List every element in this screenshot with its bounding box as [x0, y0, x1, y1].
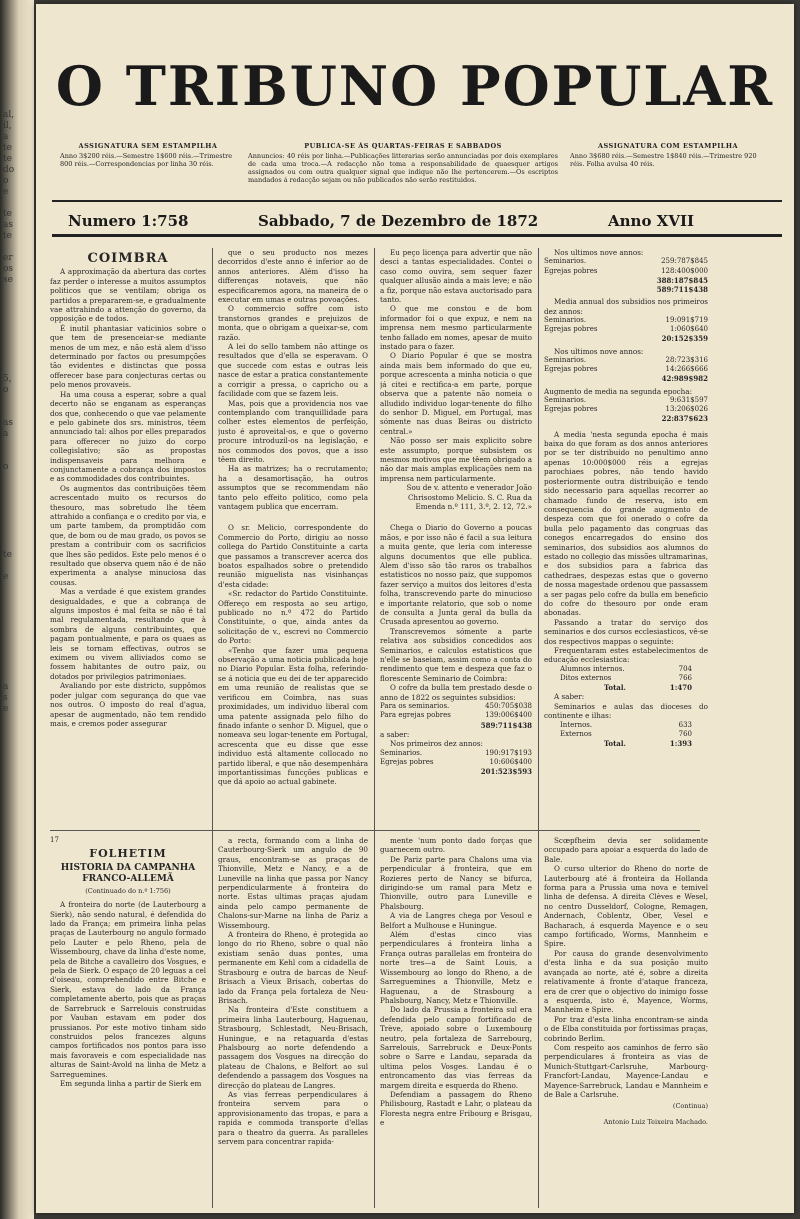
folhetim-paragraph: Por causa do grande desenvolvimento d'esta linha e da sua posição muito avançada ao norte, até é, sobre a direita relativamente á fronte d'ataque franceza, era de crer que o objectivo do inimigo fosse a esquerda, isto é, Mayence, Worms, Mannheim e Spire.: [544, 948, 708, 1015]
folhetim-paragraph: O curso ulterior do Rheno do norte de Lauterbourg até á fronteira da Hollanda forma para a Prussia uma nova e temivel linha de defensa. A direita Clèves e Wesel, no centro Dusseldorf, Cologne, Remagen, Andernach, Coblentz, Ober, Vesel e Bacharach, á esquerda Mayence e o seu campo fortificado, Worms, Mannheim e Spire.: [544, 864, 708, 949]
spine-text-fragment: te: [3, 209, 12, 219]
folhetim-column-4: [544, 836, 708, 1206]
stat-row: Egrejas pobres 14:266$666: [544, 365, 708, 374]
spine-text-fragment: do: [3, 165, 15, 175]
stat-row: Alumnos internos. 704: [560, 664, 692, 673]
stat-heading: Nos ultimos nove annos:: [554, 248, 644, 257]
stat-row: Egrejas pobres 13:206$026: [544, 405, 708, 414]
article-paragraph: É inutil phantasiar vaticinios sobre o que tem de presenceiar-se mediante menos de um mez, e não está alem d'isso determinado por factos ou presumpções tão evidentes e distinctas que possa offerecer base para conjecturas certas ou pelo menos provaveis.: [50, 323, 206, 390]
folhetim-author: Antonio Luiz Teixeira Machado.: [603, 1117, 708, 1126]
folhetim-paragraph: Do lado da Prussia a fronteira sul era defendida pelo campo fortificado de Trève, apoiado sobre o Luxembourg neutro, pela fortaleza de Sarrebourg, Sarrelouis, Sarrebruck e Deux-Ponts sobre o Sarre e Landau, separada da ultima pelos Vosges. Landau é o entroncamento das vias ferreas da margem direita e esquerda do Rheno.: [380, 1005, 532, 1090]
article-paragraph: Seminarios e aulas das dioceses do continente e ilhas:: [544, 701, 708, 721]
masthead-title: O TRIBUNO POPULAR: [55, 54, 775, 118]
folhetim-column-3: [380, 836, 532, 1206]
folhetim-title: HISTORIA DA CAMPANHA FRANCO-ALLEMÃ: [60, 862, 196, 884]
spine-text-fragment: te: [3, 231, 12, 241]
spine-text-fragment: o: [3, 176, 9, 186]
stat-total-row: Total. 1:393: [604, 739, 692, 749]
stat-row: Seminarios. 9:631$597: [544, 396, 708, 405]
folhetim-column-2: [218, 836, 368, 1206]
stat-row: Internos. 633: [560, 720, 692, 729]
newspaper-page: [36, 4, 794, 1213]
stat-total-row: 20:152$359: [661, 334, 708, 344]
folhetim-number: 17: [50, 836, 59, 844]
folhetim-paragraph: Scœpfheim devia ser solidamente occupado para apoiar a esquerda do lado de Bale.: [544, 836, 708, 864]
column-3: [380, 248, 532, 826]
article-paragraph: Eu peço licença para advertir que não desci a tantas especialidades. Contei o caso como ouvira, sem sequer fazer qualquer allusão ainda a mais leve; e não a fiz, porque não estava auctorisado para tanto.: [380, 248, 532, 305]
stat-total-row: 589:711$438: [656, 285, 708, 295]
issue-date: Sabbado, 7 de Dezembro de 1872: [258, 212, 539, 230]
spine-text-fragment: se: [3, 275, 13, 285]
left-subscription-heading: ASSIGNATURA SEM ESTAMPILHA: [78, 142, 218, 150]
column-rule-1: [212, 248, 213, 1208]
spine-text-fragment: o: [3, 462, 9, 472]
article-paragraph: Passando a tratar do serviço dos seminarios e dos cursos ecclesiasticos, vê-se dos respectivos mappas o seguinte:: [544, 617, 708, 646]
spine-text-fragment: al,: [3, 110, 15, 120]
folhetim-continuation: (Continuado do n.º 1:756): [85, 886, 171, 895]
spine-text-fragment: o: [3, 385, 9, 395]
folhetim-paragraph: As vias ferreas perpendiculares á fronteira servem para o approvisionamento das tropas, e para a rapida e commoda transporte d'ellas para o theatro da guerra. As paralleles servem para concentrar rapida-: [218, 1089, 368, 1146]
header-rule-bottom: [52, 234, 782, 237]
left-subscription-box: [60, 142, 236, 168]
stat-row: Egrejas pobres 128:400$000: [544, 266, 708, 275]
signature-block: Sou de v. attento e venerador João Chrisostomo Melicio. S. C. Rua da Emenda n.º 111, 3.º, 2. 12, 72.»: [406, 483, 532, 511]
folhetim-paragraph: Defendiam a passagem do Rheno Philisbourg, Rastadt e Lahr, o plateau da Floresta negra entre Fribourg e Brisgau, e: [380, 1089, 532, 1128]
spine-text-fragment: os: [3, 264, 14, 274]
stat-total-row: 388:187$845: [656, 275, 708, 285]
article-paragraph: O sr. Melicio, correspondente do Commercio do Porto, dirigiu ao nosso collega do Partido Constituinte a carta que passamos a transcrever acerca dos boatos espalhados sobre o pretendido reunião miguelista nas visinhanças d'esta cidade:: [218, 523, 368, 589]
stat-total-row: Total. 1:470: [604, 683, 692, 693]
article-paragraph: Mas a verdade é que existem grandes desigualdades, e que a cobrança de alguns impostos é mal feita se não é tal mal regulamentada, resultando que à sombra de alguns contribuintes, que pagam pontualmente, e para os quaes as leis se tornam effectivas, outros se eximem ou vivem alliviados como se fossem habitantes de outro paiz, ou dotados por privilegios patrimoniaes.: [50, 587, 206, 681]
right-subscription-heading: ASSIGNATURA COM ESTAMPILHA: [597, 142, 739, 150]
article-paragraph: Não posso ser mais explicito sobre este assumpto, porque subsistem os mesmos motivos que me têem obrigado a não dar mais amplas explicações nem na imprensa nem particularmente.: [380, 436, 532, 483]
column-2: [218, 248, 368, 826]
stat-row: Seminarios. 190:917$193: [380, 748, 532, 757]
saber-label: a saber:: [380, 729, 410, 739]
stat-heading: Augmento de media na segunda epocha:: [544, 386, 693, 396]
article-paragraph: Avaliando por este districto, suppômos poder julgar com segurança do que vae nos outros. O imposto do real d'agua, apesar de augmentado, não tem rendido mais, e cremos poder assegurar: [50, 681, 206, 728]
folhetim-paragraph: A via de Langres chega por Vesoul e Belfort a Mulhouse e Huningue.: [380, 911, 532, 930]
stat-row: Para egrejas pobres 139:006$400: [380, 711, 532, 720]
stat-row: Ditos externos 766: [560, 674, 692, 683]
article-paragraph: Ha as matrizes; ha o recrutamento; ha a desamortisação, ha outros assumptos que se recommendam não tanto pelo effeito politico, como pela vantagem publica que encerram.: [218, 464, 368, 511]
stat-row: Seminarios. 28:723$316: [544, 356, 708, 365]
article-paragraph: Ha uma cousa a esperar, sobre a qual decerto não se enganam as esperanças dos que, conhecendo o que vae pelamente e pelo gabinete dos srs. ministros, têem annunciado tal: alhos por elles preparados para offerecer no juizo do corpo collegislativo; são as propostas indispensaveis para melhora e conjunctamente a cobrança dos impostos e as commodidades dos contribuintes.: [50, 389, 206, 484]
stat-row: Egrejas pobres 10:606$400: [380, 757, 532, 766]
article-paragraph: A lei do sello tambem não attinge os resultados que d'ella se esperavam. O que succede com estas e outras leis nasce de estar a pratica constantemente a corrigir a pressa, o capricho ou a facilidade com que se fazem leis.: [218, 342, 368, 399]
stat-total-row: 42:989$982: [661, 374, 708, 384]
column-rule-2: [374, 248, 375, 1208]
folhetim-paragraph: Com respeito aos caminhos de ferro são perpendiculares á fronteira as vias de Munich-Stuttgart-Carlsruhe, Marbourg-Francfort-Landau, Mayence-Landau e Mayence-Sarrebruck, Landau e Mannheim e de Bale a Carlsruhe.: [544, 1042, 708, 1099]
center-notice-text: Annuncios: 40 réis por linha.—Publicações litterarias serão annunciadas por dois exemplares de cada uma troca.—A redacção não toma a responsabilidade de quaesquer artigos assignados ou com outra qualquer signal que indique não lhe pertencerem.—Os escriptos mandados á redacção sejam ou não publicados não serão restituidos.: [248, 152, 558, 184]
stat-heading: Nos ultimos nove annos:: [554, 346, 644, 356]
issue-number: Numero 1:758: [68, 212, 189, 230]
spine-text-fragment: il,: [3, 121, 12, 131]
article-paragraph: Mas, pois que a providencia nos vae contemplando com tranquillidade para colher estes elementos de perfeição, justo é aproveital-os, e que o governo procure introduzil-os na legislação, e nos commodos dos povos, que a isso têem direito.: [218, 398, 368, 464]
folhetim-paragraph: A fronteira do Rheno, é protegida ao longo do rio Rheno, sobre o qual não existiam senão duas pontes, uma permanente em Kehl com a cidadella de Strasbourg e outra de barcas de Neuf-Brisach a Vieux Brisach, cobertas do lado da França pela fortaleza de Neu-Brisach.: [218, 930, 368, 1005]
spine-text-fragment: te: [3, 154, 12, 164]
header-rule-top: [52, 200, 782, 202]
right-subscription-text: Anno 3$680 réis.—Semestre 1$840 réis.—Trimestre 920 réis. Folha avulsa 40 réis.: [570, 152, 757, 168]
spine-text-fragment: a: [3, 429, 9, 439]
spine-text-fragment: as: [3, 220, 13, 230]
issue-year: Anno XVII: [608, 212, 694, 230]
stat-heading: Media annual dos subsidios nos primeiros dez annos:: [544, 297, 708, 316]
spine-text-fragment: e: [3, 187, 9, 197]
book-spine: [0, 0, 34, 1219]
folhetim-paragraph: Por traz d'esta linha encontram-se ainda o de Elba constituida por fortissimas praças, cobrindo Berlim.: [544, 1014, 708, 1043]
folhetim-paragraph: Além d'estas cinco vias perpendiculares á fronteira linha a França outras parallelas em fronteira do norte tres—a de Saint Louis, a Wissembourg ao longo do Rheno, a de Sarreguemines a Thionville, Metz e Haguenau, a de Strasbourg a Phalsbourg, Nancy, Metz e Thionville.: [380, 930, 532, 1005]
spine-text-fragment: er: [3, 253, 13, 263]
article-paragraph: «Tenho que fazer uma pequena observação a uma noticia publicada hoje no Diario Popular. Esta folha, referindo-se á noticia que eu dei de ter apparecido em uma reunião de realistas que se verificou em Coimbra, nas suas proximidades, um individuo liberal com uma patente assignada pelo filho do finado infante o senhor D. Miguel, que o nomeava seu logar-tenente em Portugal, acrescenta que eu disse que esse individuo está altamente collocado no partido liberal, e que não desempenhára importantissimas funcções publicas e que dá apoio ao actual gabinete.: [218, 645, 368, 787]
stat-total-row: 201:523$593: [480, 766, 532, 776]
article-paragraph: Chega o Diario do Governo a poucas mãos, e por isso não é facil a sua leitura a muita gente, que leria com interesse alguns documentos que elle publica. Alem d'isso são tão raros os trabalhos estatisticos no nosso paiz, que suppomos fazer serviço a muitos dos leitores d'esta folha, transcrevendo parte do minucioso e importante relatorio, que sob o nome de consulta a Junta geral da bulla da Crusada apresentou ao governo.: [380, 523, 532, 627]
section-title-coimbra: COIMBRA: [87, 251, 169, 266]
spine-text-fragment: 5,: [3, 374, 12, 384]
saber-label: A saber:: [554, 692, 585, 702]
folhetim-rule: [50, 830, 700, 831]
column-4: [544, 248, 708, 828]
folhetim-paragraph: a recta, formando com a linha de Cauterbourg-Sierk um angulo de 90 graus, encontram-se as praças de Thionville, Metz e Nancy, e a de Luneville na linha que passa por Nancy perpendicularmente á fronteira do norte. Estas ultimas praças ajudam ainda pelo campo permanente de Chalons-sur-Marne na linha de Pariz a Wissembourg.: [218, 836, 368, 930]
spine-text-fragment: as: [3, 418, 13, 428]
stat-total-row: 589:711$438: [480, 720, 532, 730]
spine-text-fragment: a: [3, 682, 9, 692]
left-subscription-text: Anno 3$200 réis.—Semestre 1$600 réis.—Trimestre 800 réis.—Correspondencias por linha 30 réis.: [60, 152, 233, 168]
stat-row: Externos 760: [560, 729, 692, 738]
stat-row: Egrejas pobres 1:060$640: [544, 325, 708, 334]
stat-row: Para os seminarios. 450:705$038: [380, 702, 532, 711]
folhetim-label: FOLHETIM: [89, 847, 167, 861]
folhetim-paragraph: Em segunda linha a partir de Sierk em: [60, 1078, 202, 1088]
stat-total-row: 22:837$623: [661, 414, 708, 424]
center-notice-box: [248, 142, 558, 184]
article-paragraph: «Sr. redactor do Partido Constituinte. Offereço em resposta ao seu artigo, publicado no n.º 472 do Partido Constituinte, o que, ainda antes da solicitação de v., escrevi no Commercio do Porto:: [218, 589, 368, 646]
spine-text-fragment: e: [3, 572, 9, 582]
article-paragraph: A media 'nesta segunda epocha é mais baixa do que foram as dos annos anteriores por se ter distribuido no penultimo anno apenas 10:000$000 réis a egrejas parochiaes pobres, não tendo havido posteriormente outra distribuição e tendo sido necessario para aquellas recorrer ao chamado fundo de reserva, isto em consequencia do grande augmento de despeza com que foi onerado o cofre da bulla pelo pagamento das congruas das conegos encarregados do ensino dos seminarios, dos subsidios aos alumnos do estado no collegio das missões ultramarinas, e dos subsidios para a fabrica das cathedraes, despezas estas que o governo de nossa magestade ordenou que passassem a ser pagas pelo cofre da bulla em beneficio do cofre do thesouro por onde eram abonadas.: [544, 429, 708, 618]
folhetim-paragraph: mente 'num ponto dado forças que guarnecem outro.: [380, 836, 532, 855]
stat-heading: Nos primeiros dez annos:: [390, 739, 483, 749]
stat-row: Seminarios. 259:787$845: [544, 257, 708, 266]
column-1: [50, 248, 206, 826]
article-paragraph: O Diario Popular é que se mostra ainda mais bem informado do que eu, porque acrescenta a minha noticia o que já citei e rectifica-a em parte, porque observa que a patente não nomeia o alludido individuo logar-tenente do filho do senhor D. Miguel, em Portugal, mas sómente nas duas Beiras ou districto central.»: [380, 351, 532, 436]
column-rule-3: [538, 248, 539, 1208]
article-paragraph: Transcrevemos sómente a parte relativa aos subsidios concedidos aos Seminarios, e calculos estatisticos que n'elle se baseiam, assim como a conta do rendimento que tem e despeza que faz o florescente Seminario de Coimbra:: [380, 626, 532, 683]
article-paragraph: Frequentaram estes estabelecimentos de educação ecclesiastica:: [544, 646, 708, 665]
spine-text-fragment: s: [3, 693, 8, 703]
stat-row: Seminarios. 19:091$719: [544, 316, 708, 325]
article-paragraph: Os augmentos das contribuições têem acrescentado muito os recursos do thesouro, mas sobretudo lhe têem attrahido a confiança e o credito por via, e um parte tambem, da promptidão com que, de bom ou de mau grado, os povos se prestam a contribuir com os sacrificios que lhes são pedidos. Este pelo menos é o resultado que observa quem não é de não experimenta a analyse minuciosa das cousas.: [50, 483, 206, 587]
spine-text-fragment: te: [3, 550, 12, 560]
folhetim-paragraph: De Pariz parte para Chalons uma via perpendicular á fronteira, que em Rozieres perto de Nancy se bifurca, dirigindo-se um ramal para Metz e Thionville, outro para Luneville e Phalsbourg.: [380, 854, 532, 911]
article-paragraph: O cofre da bulla tem prestado desde o anno de 1822 os seguintes subsidios:: [380, 683, 532, 702]
spine-text-fragment: e: [3, 704, 9, 714]
article-paragraph: A approximação da abertura das cortes faz perder o interesse a muitos assumptos politicos que se ventilam; obriga os partidos a prepararem-se, e gradualmente vae attrahindo a attenção do governo, da opposição e de todos.: [50, 267, 206, 324]
folhetim-column-1: [50, 836, 206, 1206]
folhetim-continua: (Continua): [672, 1102, 708, 1111]
folhetim-paragraph: A fronteira do norte (de Lauterbourg a Sierk), não sendo natural, é defendida do lado da França; em primeira linha pelas praças de Lauterbourg no angulo formado pelo Lauter e pelo Rheno, pela de Wissembourg, chave da linha d'este nome, pela de Bitche a cavalleiro dos Vosgues, e pela de Sierk. O espaço de 20 leguas a cel d'oiseau, comprehendido entre Bitche e Sierk, estava do lado da França completamente aberto, pois que as praças de Sarrebruck e Sarrelouis construidas por Vauban estavam em poder dos prussianos. Por este motivo tinham sido construidos pelos francezes alguns campos fortificados nos pontos para isso mais favoraveis e com especialidade nas alturas de Saint-Avold na linha de Metz a Sarreguemines.: [50, 900, 206, 1079]
article-paragraph: O que me constou e de bom informador foi o que expuz, e nem na imprensa nem mesmo particularmente tenho fallado em nomes, apesar de muito instado para o fazer.: [380, 304, 532, 352]
right-subscription-box: [570, 142, 766, 168]
spine-text-fragment: a: [3, 132, 9, 142]
center-notice-heading: PUBLICA-SE ÁS QUARTAS-FEIRAS E SABBADOS: [304, 142, 502, 150]
article-paragraph: que o seu producto nos mezes decorridos d'este anno é inferior ao de annos anteriores. Além d'isso ha differenças notaveis, que não especificaremos agora, na maneira de o executar em umas e outras povoações.: [218, 248, 368, 305]
folhetim-paragraph: Na fronteira d'Este constituem a primeira linha Lauterbourg, Haguenau, Strasbourg, Schlestadt, Neu-Brisach, Huningue, e na retaguarda d'estas Phalsbourg ao norte defendendo a passagem dos Vosgues na direcção do plateau de Chalons, e Belfort ao sul defendendo a passagem dos Vosgues na direcção do plateau de Langres.: [218, 1005, 368, 1090]
spine-text-fragment: te: [3, 143, 12, 153]
article-paragraph: O commercio soffre com isto transtornos grandes e prejuizos de monta, que o obrigam a queixar-se, com razão.: [218, 304, 368, 342]
